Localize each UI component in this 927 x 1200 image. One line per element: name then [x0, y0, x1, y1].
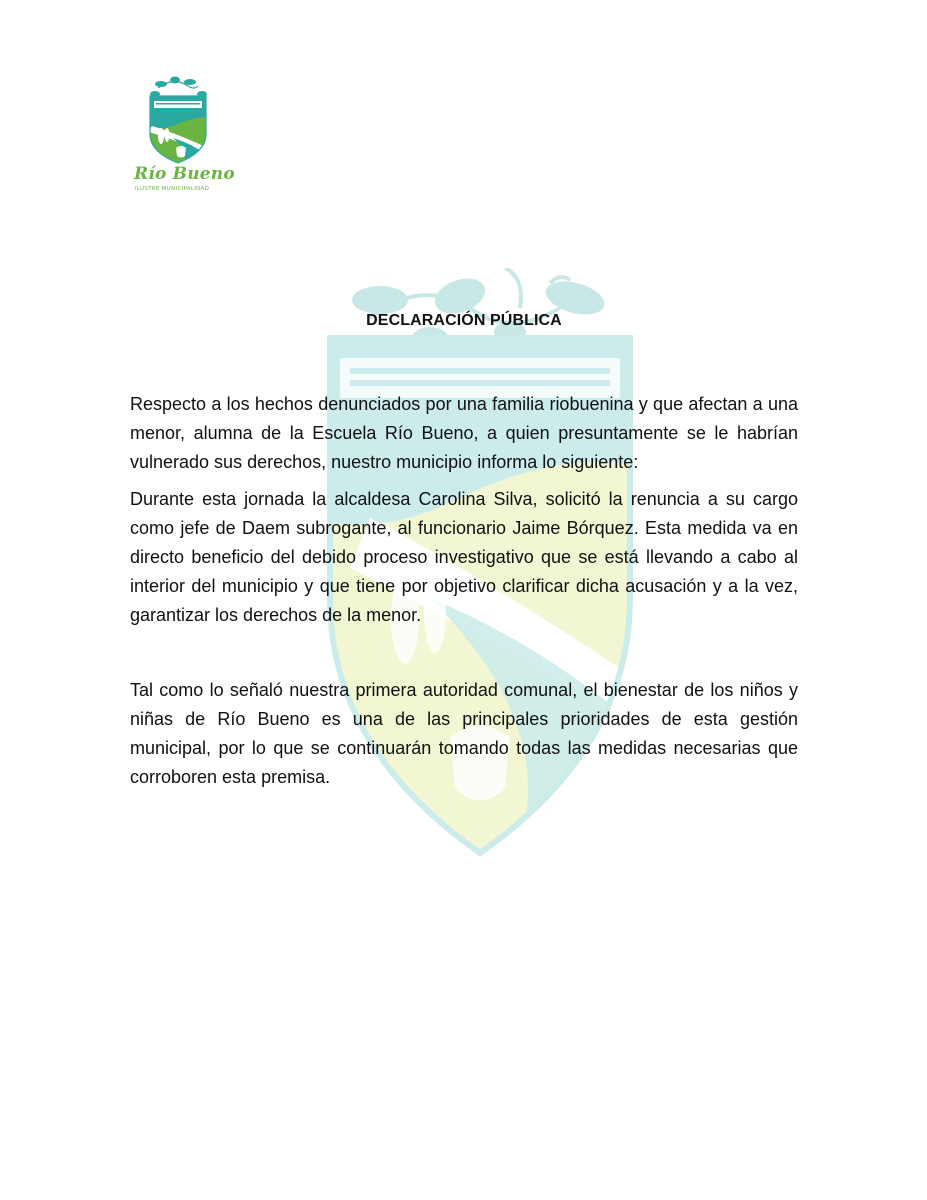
logo-subtitle: ILUSTRE MUNICIPALIDAD — [135, 186, 210, 192]
shield-logo-icon — [128, 72, 228, 164]
paragraph-3: Tal como lo señaló nuestra primera autoridad comunal, el bienestar de los niños y niñas de Río Bueno es una de las principales prioridades de esta gestión municipal, por lo que se continuarán tomando todas las medidas necesarias que corroboren esta premisa. — [130, 680, 798, 787]
paragraph-1: Respecto a los hechos denunciados por una familia riobuenina y que afectan a una menor, alumna de la Escuela Río Bueno, a quien presuntamente se le habrían vulnerado sus derechos, nuestro municipio informa lo siguiente: — [130, 394, 798, 472]
document-title: DECLARACIÓN PÚBLICA — [366, 312, 562, 329]
municipality-logo — [128, 72, 235, 197]
paragraph-2: Durante esta jornada la alcaldesa Carolina Silva, solicitó la renuncia a su cargo como jefe de Daem subrogante, al funcionario Jaime Bórquez. Esta medida va en directo beneficio del debido proceso investigativo que se está llevando a cabo al interior del municipio y que tiene por objetivo clarificar dicha acusación y a la vez, garantizar los derechos de la menor. — [130, 489, 798, 625]
logo-name: Río Bueno — [134, 164, 235, 184]
